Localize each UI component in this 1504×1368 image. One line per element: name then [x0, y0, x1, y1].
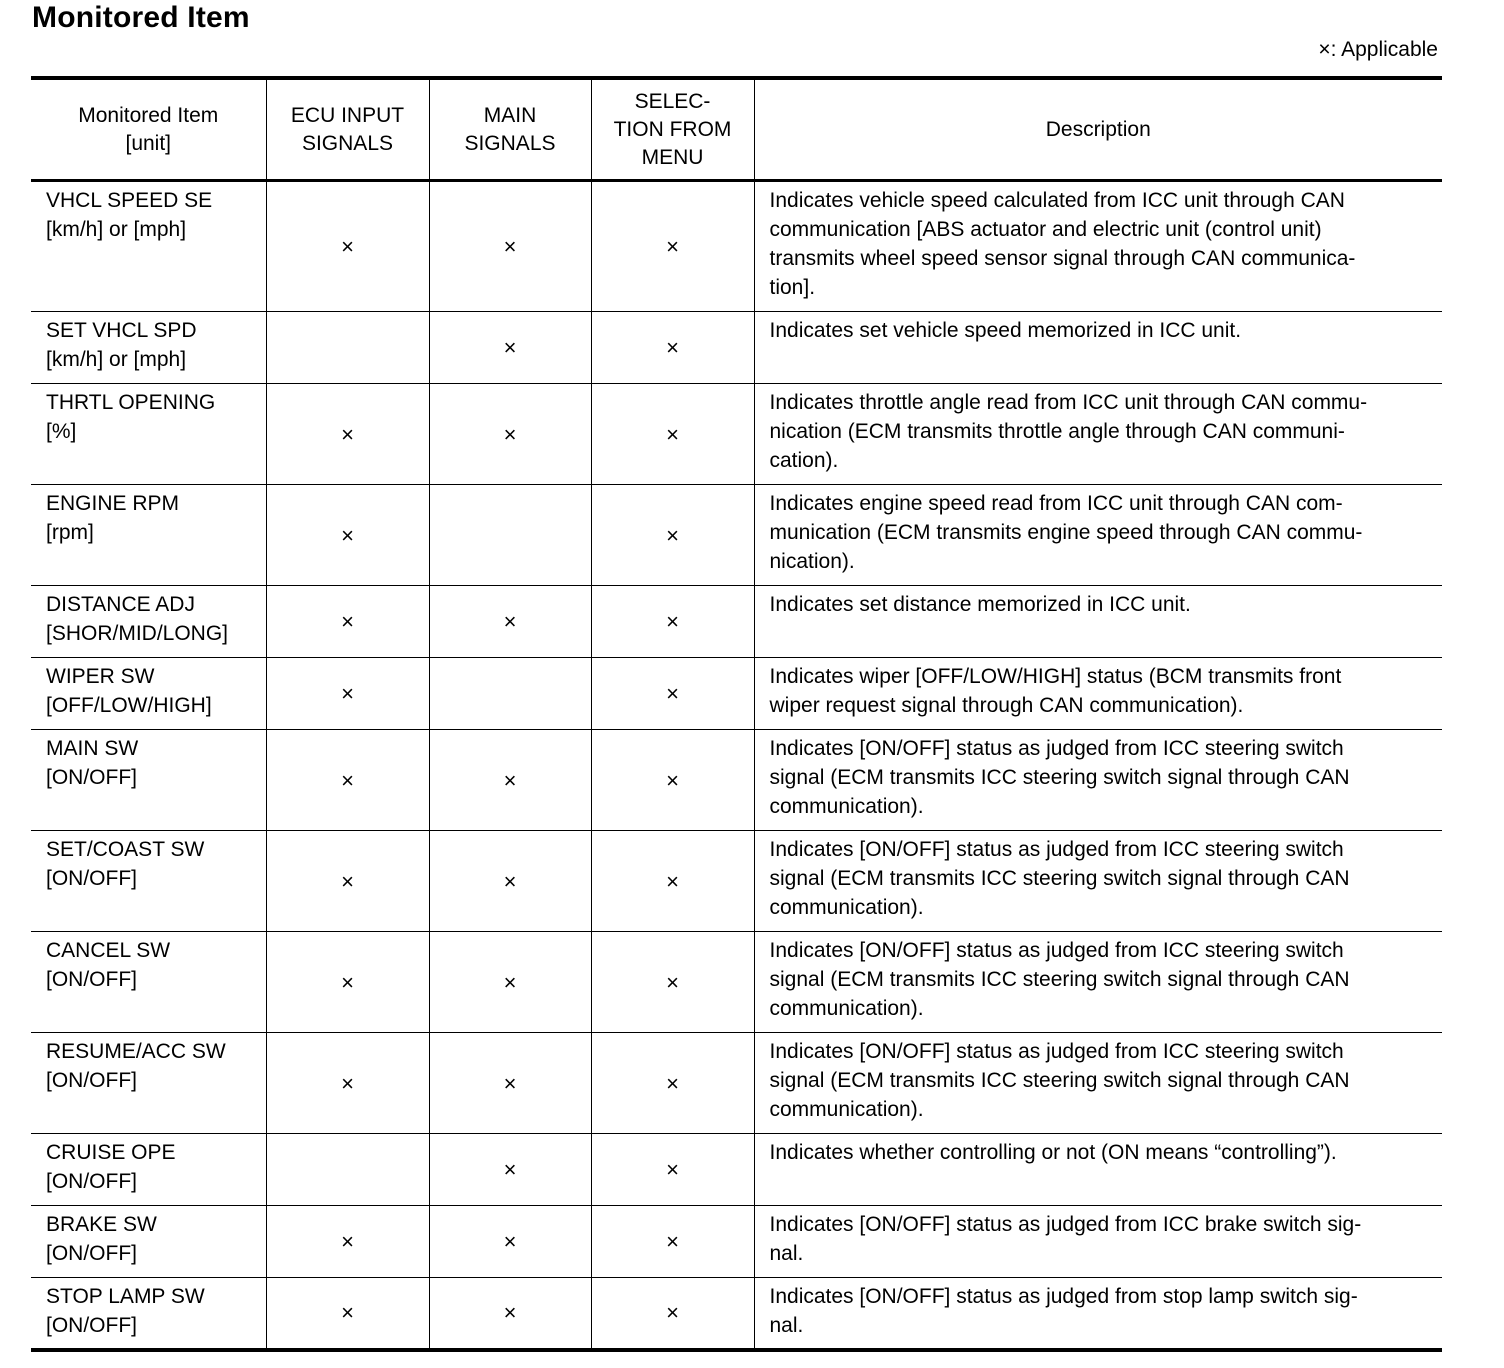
item-line: ENGINE RPM — [46, 492, 180, 515]
ecu-cell — [266, 384, 429, 485]
monitored-item-cell — [31, 586, 266, 658]
applicable-mark: × — [666, 969, 679, 995]
applicable-legend: ×: Applicable — [1318, 38, 1438, 61]
main-cell — [429, 831, 591, 932]
applicable-mark: × — [666, 767, 679, 793]
monitored-item-cell — [31, 181, 266, 312]
description-cell — [754, 658, 1442, 730]
description-line: Indicates engine speed read from ICC unit through CAN com- — [769, 492, 1343, 515]
description-line: Indicates [ON/OFF] status as judged from ICC steering switch — [769, 939, 1344, 962]
description-line: Indicates vehicle speed calculated from ICC unit through CAN — [769, 189, 1345, 212]
description-line: nication (ECM transmits throttle angle through CAN communi- — [769, 420, 1345, 443]
main-cell — [429, 730, 591, 831]
selection-cell — [591, 485, 754, 586]
applicable-mark: × — [503, 1157, 517, 1182]
item-line: [ON/OFF] — [46, 867, 137, 890]
applicable-mark: × — [666, 681, 679, 706]
item-line: [OFF/LOW/HIGH] — [46, 694, 212, 717]
table-row — [31, 1206, 1442, 1278]
description-line: tion]. — [769, 276, 816, 299]
main-cell — [429, 1278, 591, 1350]
applicable-mark: × — [666, 1157, 679, 1182]
applicable-mark: × — [503, 767, 517, 793]
applicable-mark: × — [666, 1300, 679, 1326]
table-row — [31, 181, 1442, 312]
item-line: DISTANCE ADJ — [46, 593, 195, 616]
main-cell — [429, 586, 591, 658]
description-line: Indicates [ON/OFF] status as judged from ICC brake switch sig- — [769, 1213, 1362, 1236]
applicable-mark: × — [503, 335, 517, 360]
applicable-mark: × — [666, 522, 679, 548]
table-row — [31, 485, 1442, 586]
table-row — [31, 312, 1442, 384]
table-row — [31, 1134, 1442, 1206]
description-cell — [754, 586, 1442, 658]
description-line: cation). — [769, 449, 839, 472]
description-line: nal. — [769, 1314, 804, 1337]
monitored-item-cell — [31, 485, 266, 586]
monitored-item-cell — [31, 730, 266, 831]
header-line: SELEC- — [634, 89, 711, 113]
applicable-mark: × — [503, 1300, 517, 1326]
description-cell — [754, 1033, 1442, 1134]
header-line: Monitored Item — [78, 103, 219, 127]
monitored-item-table — [31, 76, 1442, 1352]
description-line: signal (ECM transmits ICC steering switch signal through CAN — [769, 867, 1350, 890]
description-cell — [754, 730, 1442, 831]
header-line: SIGNALS — [301, 131, 394, 155]
description-line: Indicates set distance memorized in ICC unit. — [769, 593, 1191, 616]
description-line: signal (ECM transmits ICC steering switch signal through CAN — [769, 968, 1350, 991]
table-row — [31, 658, 1442, 730]
monitored-item-cell — [31, 384, 266, 485]
description-line: communication). — [769, 1098, 924, 1121]
description-line: communication). — [769, 795, 924, 818]
description-cell — [754, 1278, 1442, 1350]
main-cell — [429, 1206, 591, 1278]
item-line: WIPER SW — [46, 665, 155, 688]
selection-cell — [591, 384, 754, 485]
description-line: Indicates whether controlling or not (ON means “controlling”). — [769, 1141, 1337, 1164]
table-row — [31, 1278, 1442, 1350]
applicable-mark: × — [666, 609, 679, 634]
header-monitored-item — [31, 78, 266, 181]
main-cell — [429, 932, 591, 1033]
selection-cell — [591, 1033, 754, 1134]
header-line: SIGNALS — [464, 131, 556, 155]
description-line: Indicates set vehicle speed memorized in ICC unit. — [769, 319, 1242, 342]
ecu-cell — [266, 1206, 429, 1278]
item-line: [%] — [46, 420, 77, 443]
description-line: Indicates [ON/OFF] status as judged from stop lamp switch sig- — [769, 1285, 1358, 1308]
item-line: THRTL OPENING — [46, 391, 216, 414]
applicable-mark: × — [341, 1300, 354, 1326]
description-line: communication). — [769, 997, 924, 1020]
monitored-item-cell — [31, 1206, 266, 1278]
main-cell — [429, 485, 591, 586]
header-line: TION FROM — [613, 117, 732, 141]
description-line: signal (ECM transmits ICC steering switch signal through CAN — [769, 766, 1350, 789]
ecu-cell — [266, 932, 429, 1033]
description-line: munication (ECM transmits engine speed through CAN commu- — [769, 521, 1363, 544]
ecu-cell — [266, 485, 429, 586]
description-line: nal. — [769, 1242, 804, 1265]
item-line: RESUME/ACC SW — [46, 1040, 226, 1063]
item-line: [ON/OFF] — [46, 1242, 137, 1265]
description-cell — [754, 1134, 1442, 1206]
selection-cell — [591, 312, 754, 384]
monitored-item-cell — [31, 932, 266, 1033]
ecu-cell — [266, 831, 429, 932]
selection-cell — [591, 1134, 754, 1206]
table-row — [31, 586, 1442, 658]
table-row — [31, 730, 1442, 831]
ecu-cell — [266, 730, 429, 831]
header-selection-from-menu — [591, 78, 754, 181]
ecu-cell — [266, 586, 429, 658]
applicable-mark: × — [503, 609, 517, 634]
main-cell — [429, 384, 591, 485]
description-line: Indicates [ON/OFF] status as judged from ICC steering switch — [769, 838, 1344, 861]
description-line: Indicates [ON/OFF] status as judged from ICC steering switch — [769, 1040, 1344, 1063]
description-cell — [754, 485, 1442, 586]
header-line: [unit] — [125, 131, 172, 155]
item-line: [rpm] — [46, 521, 94, 544]
item-line: VHCL SPEED SE — [46, 189, 213, 212]
description-line: Indicates wiper [OFF/LOW/HIGH] status (BCM transmits front — [769, 665, 1342, 688]
description-line: transmits wheel speed sensor signal through CAN communica- — [769, 247, 1356, 270]
header-line: MAIN — [483, 103, 537, 127]
applicable-mark: × — [341, 234, 354, 259]
description-line: Indicates throttle angle read from ICC unit through CAN commu- — [769, 391, 1368, 414]
item-line: [km/h] or [mph] — [46, 218, 187, 241]
description-line: communication). — [769, 896, 924, 919]
monitored-item-cell — [31, 1134, 266, 1206]
table-row — [31, 1033, 1442, 1134]
applicable-mark: × — [341, 1070, 354, 1096]
item-line: [ON/OFF] — [46, 1170, 137, 1193]
ecu-cell — [266, 1278, 429, 1350]
description-cell — [754, 312, 1442, 384]
applicable-mark: × — [666, 234, 679, 259]
applicable-mark: × — [503, 1070, 517, 1096]
header-line: MENU — [641, 145, 704, 169]
header-line: ECU INPUT — [290, 103, 405, 127]
item-line: [ON/OFF] — [46, 766, 137, 789]
applicable-mark: × — [503, 1229, 517, 1254]
applicable-mark: × — [666, 1229, 679, 1254]
description-cell — [754, 831, 1442, 932]
item-line: [km/h] or [mph] — [46, 348, 187, 371]
selection-cell — [591, 932, 754, 1033]
applicable-mark: × — [341, 969, 354, 995]
description-line: nication). — [769, 550, 855, 573]
ecu-cell — [266, 181, 429, 312]
selection-cell — [591, 730, 754, 831]
applicable-mark: × — [503, 421, 517, 447]
item-line: [SHOR/MID/LONG] — [46, 622, 229, 645]
item-line: CANCEL SW — [46, 939, 171, 962]
monitored-item-cell — [31, 831, 266, 932]
ecu-cell — [266, 1134, 429, 1206]
applicable-mark: × — [341, 522, 354, 548]
page-title: Monitored Item — [32, 1, 250, 34]
item-line: SET VHCL SPD — [46, 319, 197, 342]
item-line: STOP LAMP SW — [46, 1285, 205, 1308]
applicable-mark: × — [341, 609, 354, 634]
item-line: CRUISE OPE — [46, 1141, 176, 1164]
applicable-mark: × — [503, 969, 517, 995]
header-row — [31, 78, 1442, 181]
main-cell — [429, 181, 591, 312]
main-cell — [429, 312, 591, 384]
applicable-mark: × — [666, 421, 679, 447]
applicable-mark: × — [341, 1229, 354, 1254]
ecu-cell — [266, 1033, 429, 1134]
monitored-item-cell — [31, 1033, 266, 1134]
item-line: MAIN SW — [46, 737, 139, 760]
table-row — [31, 831, 1442, 932]
applicable-mark: × — [666, 868, 679, 894]
item-line: SET/COAST SW — [46, 838, 205, 861]
main-cell — [429, 1134, 591, 1206]
monitored-item-cell — [31, 1278, 266, 1350]
main-cell — [429, 1033, 591, 1134]
applicable-mark: × — [666, 335, 679, 360]
selection-cell — [591, 658, 754, 730]
description-line: wiper request signal through CAN communication). — [769, 694, 1244, 717]
description-cell — [754, 932, 1442, 1033]
applicable-mark: × — [341, 767, 354, 793]
applicable-mark: × — [503, 868, 517, 894]
header-ecu-input-signals — [266, 78, 429, 181]
description-cell — [754, 181, 1442, 312]
ecu-cell — [266, 312, 429, 384]
selection-cell — [591, 1206, 754, 1278]
item-line: BRAKE SW — [46, 1213, 157, 1236]
applicable-mark: × — [341, 681, 354, 706]
description-line: signal (ECM transmits ICC steering switch signal through CAN — [769, 1069, 1350, 1092]
header-main-signals — [429, 78, 591, 181]
main-cell — [429, 658, 591, 730]
applicable-mark: × — [503, 234, 517, 259]
item-line: [ON/OFF] — [46, 1069, 137, 1092]
table-row — [31, 384, 1442, 485]
item-line: [ON/OFF] — [46, 968, 137, 991]
selection-cell — [591, 586, 754, 658]
ecu-cell — [266, 658, 429, 730]
table-row — [31, 932, 1442, 1033]
monitored-item-cell — [31, 312, 266, 384]
description-cell — [754, 1206, 1442, 1278]
monitored-item-cell — [31, 658, 266, 730]
description-line: Indicates [ON/OFF] status as judged from ICC steering switch — [769, 737, 1344, 760]
applicable-mark: × — [666, 1070, 679, 1096]
description-line: communication [ABS actuator and electric unit (control unit) — [769, 218, 1322, 241]
selection-cell — [591, 181, 754, 312]
applicable-mark: × — [341, 421, 354, 447]
item-line: [ON/OFF] — [46, 1314, 137, 1337]
selection-cell — [591, 831, 754, 932]
description-cell — [754, 384, 1442, 485]
header-description: Description — [754, 78, 1442, 181]
selection-cell — [591, 1278, 754, 1350]
applicable-mark: × — [341, 868, 354, 894]
